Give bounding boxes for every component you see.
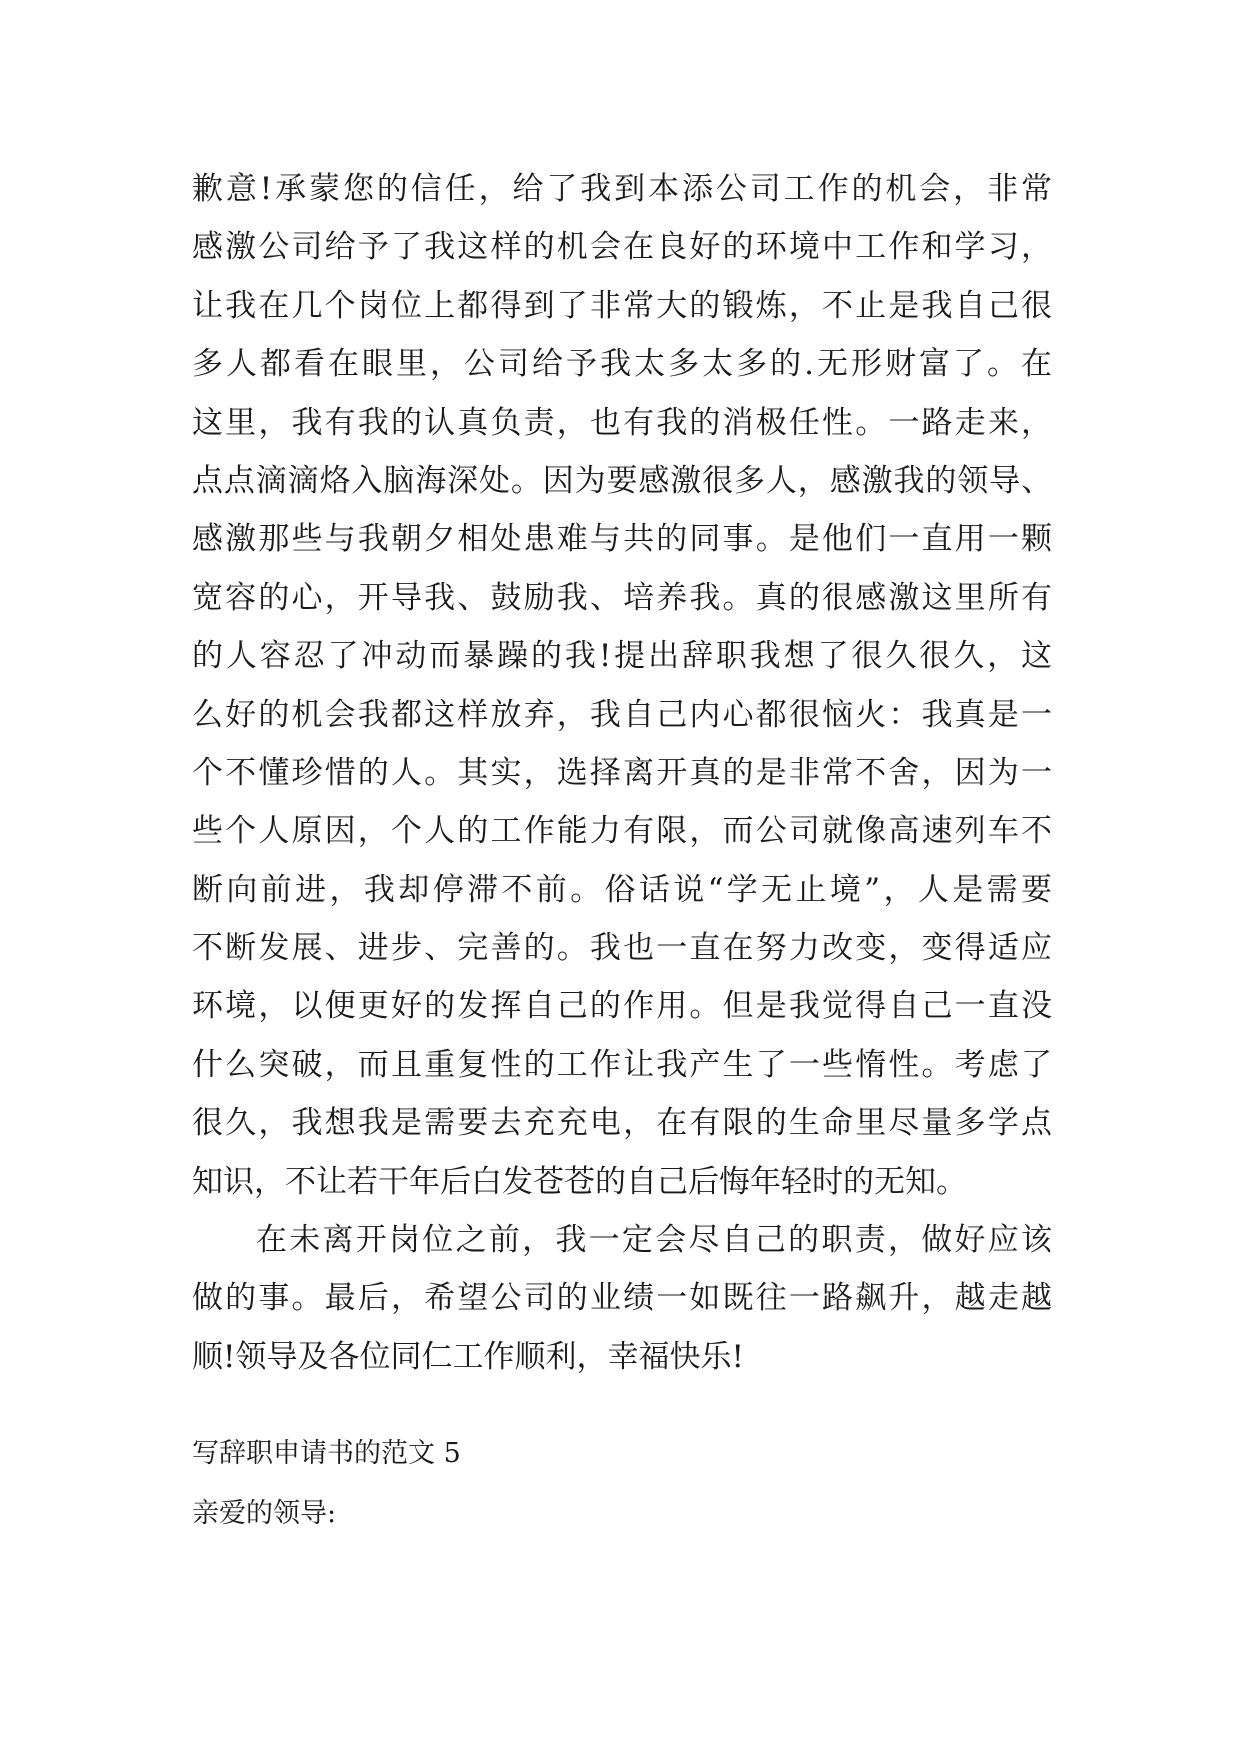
text-line: 多人都看在眼里，公司给予我太多太多的.无形财富了。在 xyxy=(192,346,1052,383)
text-line: 感激公司给予了我这样的机会在良好的环境中工作和学习， xyxy=(192,229,1052,266)
text-line: 个不懂珍惜的人。其实，选择离开真的是非常不舍，因为一 xyxy=(192,754,1052,791)
text-line: 在未离开岗位之前，我一定会尽自己的职责，做好应该 xyxy=(256,1222,1052,1259)
text-line: 宽容的心，开导我、鼓励我、培养我。真的很感激这里所有 xyxy=(192,579,1052,616)
salutation: 亲爱的领导: xyxy=(192,1498,337,1529)
text-line: 断向前进，我却停滞不前。俗话说“学无止境”，人是需要 xyxy=(192,871,1052,908)
section-heading: 写辞职申请书的范文 5 xyxy=(192,1438,461,1469)
text-line: 点点滴滴烙入脑海深处。因为要感激很多人，感激我的领导、 xyxy=(192,462,1052,499)
text-line: 很久，我想我是需要去充充电，在有限的生命里尽量多学点 xyxy=(192,1105,1052,1142)
text-line: 么好的机会我都这样放弃，我自己内心都很恼火：我真是一 xyxy=(192,696,1052,733)
paragraph-1 xyxy=(192,160,1052,1211)
text-line: 些个人原因，个人的工作能力有限，而公司就像高速列车不 xyxy=(192,813,1052,850)
text-line: 的人容忍了冲动而暴躁的我!提出辞职我想了很久很久，这 xyxy=(192,638,1052,675)
text-line: 不断发展、进步、完善的。我也一直在努力改变，变得适应 xyxy=(192,930,1052,967)
text-line: 做的事。最后，希望公司的业绩一如既往一路飙升，越走越 xyxy=(192,1280,1052,1317)
text-line: 这里，我有我的认真负责，也有我的消极任性。一路走来， xyxy=(192,404,1052,441)
text-line: 知识，不让若干年后白发苍苍的自己后悔年轻时的无知。 xyxy=(192,1163,967,1200)
text-line: 让我在几个岗位上都得到了非常大的锻炼，不止是我自己很 xyxy=(192,287,1052,324)
text-line: 环境，以便更好的发挥自己的作用。但是我觉得自己一直没 xyxy=(192,988,1052,1025)
text-line: 什么突破，而且重复性的工作让我产生了一些惰性。考虑了 xyxy=(192,1046,1052,1083)
text-line: 顺!领导及各位同仁工作顺利，幸福快乐! xyxy=(192,1338,744,1375)
text-line: 感激那些与我朝夕相处患难与共的同事。是他们一直用一颗 xyxy=(192,521,1052,558)
text-line: 歉意!承蒙您的信任，给了我到本添公司工作的机会，非常 xyxy=(192,171,1052,207)
letter-body xyxy=(192,160,1052,1386)
paragraph-2 xyxy=(192,1211,1052,1386)
